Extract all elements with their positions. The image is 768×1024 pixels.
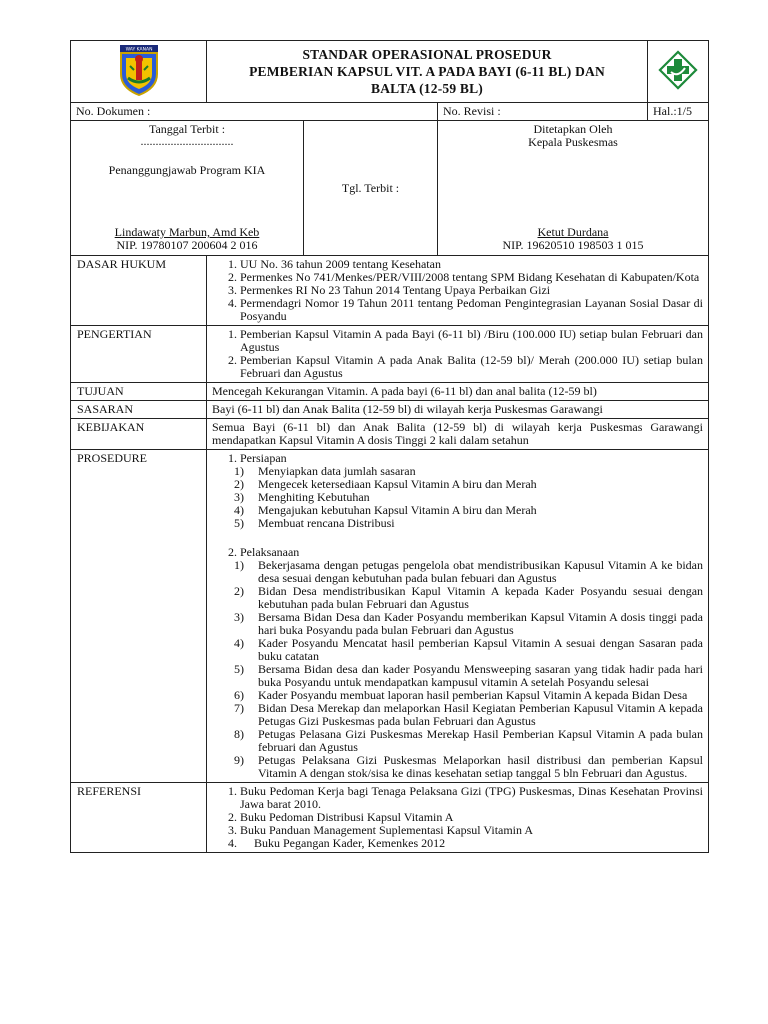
- kepala-nip: NIP. 19620510 198503 1 015: [502, 238, 644, 252]
- tgl-terbit-cell: [304, 121, 438, 256]
- pengertian-content: [207, 326, 709, 383]
- step-text: Menyiapkan data jumlah sasaran: [258, 464, 416, 478]
- step-text: Kader Posyandu membuat laporan hasil pemberian Kapsul Vitamin A kepada Bidan Desa: [258, 688, 688, 702]
- health-cross-icon: [658, 50, 698, 90]
- list-item: 1. Buku Pedoman Kerja bagi Tenaga Pelaksana Gizi (TPG) Puskesmas, Dinas Kesehatan Provinsi Jawa barat 2010.: [240, 785, 703, 811]
- meta-row: [71, 103, 709, 121]
- step-text: Mengajukan kebutuhan Kapsul Vitamin A biru dan Merah: [258, 503, 537, 517]
- svg-text:WAY KANAN: WAY KANAN: [125, 47, 152, 53]
- list-item: 3) Bersama Bidan Desa dan Kader Posyandu memberikan Kapsul Vitamin A dosis tinggi pada hari buka Posyandu pada bulan Februari dan Agustus: [234, 610, 704, 637]
- prosedure-content: [207, 450, 709, 783]
- list-item: 2) Mengecek ketersediaan Kapsul Vitamin A biru dan Merah: [234, 477, 537, 491]
- list-item: 9) Petugas Pelaksana Gizi Puskesmas Melaporkan hasil distribusi dan pemberian Kapsul Vitamin A dengan stok/sisa ke dinas kesehatan setiap tanggal 5 bln Februari dan Agustus.: [234, 753, 704, 780]
- sasaran-label: SASARAN: [71, 401, 207, 419]
- pj-title: Penanggungjawab Program KIA: [108, 163, 266, 177]
- kebijakan-row: [71, 419, 709, 450]
- referensi-label: REFERENSI: [71, 783, 207, 853]
- step-text: Bekerjasama dengan petugas pengelola obat mendistribusikan Kapusul Vitamin A ke bidan desa sesuai dengan kebutuhan pada bulan febuari dan Agustus: [258, 558, 704, 585]
- no-revisi: No. Revisi :: [438, 103, 648, 121]
- title-cell: [207, 41, 648, 103]
- step-text: Bidan Desa mendistribusikan Kapul Vitamin A kepada Kader Posyandu sesuai dengan kebutuhan pada bulan Februari dan Agustus: [258, 584, 704, 611]
- step-text: Petugas Pelasana Gizi Puskesmas Merekap Hasil Pemberian Kapsul Vitamin A pada bulan februari dan Agustus: [258, 727, 704, 754]
- step-text: Menghiting Kebutuhan: [258, 490, 370, 504]
- persiapan-list: [212, 465, 703, 530]
- kebijakan-label: KEBIJAKAN: [71, 419, 207, 450]
- list-item: 1. Pemberian Kapsul Vitamin A pada Bayi (6-11 bl) /Biru (100.000 IU) setiap bulan Februari dan Agustus: [240, 328, 703, 354]
- list-item: 5) Membuat rencana Distribusi: [234, 516, 395, 530]
- list-item: 7) Bidan Desa Merekap dan melaporkan Hasil Kegiatan Pemberian Kapusul Vitamin A kepada Petugas Gizi Puskesmas pada bulan Februari dan Agustus: [234, 701, 704, 728]
- prosedure-row: [71, 450, 709, 783]
- list-item: 5) Bersama Bidan desa dan kader Posyandu Mensweeping sasaran yang tidak hadir pada hari buka Posyandu untuk mendapatkan kampusul vitamin A setelah Posyandu selesai: [234, 662, 704, 689]
- kepala-cell: [438, 121, 709, 256]
- step-text: Membuat rencana Distribusi: [258, 516, 395, 530]
- list-item: 2. Permenkes No 741/Menkes/PER/VIII/2008 tentang SPM Bidang Kesehatan di Kabupaten/Kota: [240, 271, 703, 284]
- list-item: 2. Buku Pedoman Distribusi Kapsul Vitamin A: [240, 811, 703, 824]
- dasar-hukum-row: [71, 256, 709, 326]
- list-item: 3. Permenkes RI No 23 Tahun 2014 Tentang Upaya Perbaikan Gizi: [240, 284, 703, 297]
- kebijakan-text: Semua Bayi (6-11 bl) dan Anak Balita (12-59 bl) di wilayah kerja Puskesmas Garawangi mendapatkan Kapsul Vitamin A dosis Tinggi 2 kali dalam setahun: [207, 419, 709, 450]
- list-item: 1) Menyiapkan data jumlah sasaran: [234, 464, 416, 478]
- doc-subtitle-2: BALTA (12-59 BL): [371, 81, 483, 96]
- tujuan-label: TUJUAN: [71, 383, 207, 401]
- tujuan-text: Mencegah Kekurangan Vitamin. A pada bayi (6-11 bl) dan anal balita (12-59 bl): [207, 383, 709, 401]
- logo-left-cell: [71, 41, 207, 103]
- persiapan-title: Persiapan: [240, 451, 287, 465]
- step-text: Petugas Pelaksana Gizi Puskesmas Melaporkan hasil distribusi dan pemberian Kapsul Vitamin A dengan stok/sisa ke dinas kesehatan setiap tanggal 5 bln Februari dan Agustus.: [258, 753, 704, 780]
- header-row: [71, 41, 709, 103]
- ditetapkan-oleh: Ditetapkan Oleh: [533, 122, 613, 136]
- step-text: Bersama Bidan Desa dan Kader Posyandu memberikan Kapsul Vitamin A dosis tinggi pada hari buka Posyandu pada bulan Februari dan Agustus: [258, 610, 704, 637]
- list-item: 4) Mengajukan kebutuhan Kapsul Vitamin A biru dan Merah: [234, 503, 537, 517]
- no-dokumen: No. Dokumen :: [71, 103, 438, 121]
- list-item: 2) Bidan Desa mendistribusikan Kapul Vitamin A kepada Kader Posyandu sesuai dengan kebutuhan pada bulan Februari dan Agustus: [234, 584, 704, 611]
- sasaran-row: [71, 401, 709, 419]
- signature-row: [71, 121, 709, 256]
- list-item: 8) Petugas Pelasana Gizi Puskesmas Merekap Hasil Pemberian Kapsul Vitamin A pada bulan februari dan Agustus: [234, 727, 704, 754]
- pelaksanaan-list: [212, 559, 703, 780]
- pengertian-label: PENGERTIAN: [71, 326, 207, 383]
- pengertian-row: [71, 326, 709, 383]
- list-item: 3. Buku Panduan Management Suplementasi Kapsul Vitamin A: [240, 824, 703, 837]
- doc-subtitle-1: PEMBERIAN KAPSUL VIT. A PADA BAYI (6-11 BL) DAN: [249, 64, 605, 79]
- list-item: 4. Buku Pegangan Kader, Kemenkes 2012: [240, 837, 703, 850]
- step-text: Bidan Desa Merekap dan melaporkan Hasil Kegiatan Pemberian Kapusul Vitamin A kepada Petugas Gizi Puskesmas pada bulan Februari dan Agustus: [258, 701, 704, 728]
- tgl-terbit-label: Tgl. Terbit :: [341, 180, 400, 195]
- list-item: 6) Kader Posyandu membuat laporan hasil pemberian Kapsul Vitamin A kepada Bidan Desa: [234, 688, 688, 702]
- step-text: Mengecek ketersediaan Kapsul Vitamin A biru dan Merah: [258, 477, 537, 491]
- doc-title: STANDAR OPERASIONAL PROSEDUR: [302, 47, 552, 62]
- list-item: 3) Menghiting Kebutuhan: [234, 490, 370, 504]
- halaman: Hal.:1/5: [648, 103, 709, 121]
- sop-table: [70, 40, 709, 853]
- tujuan-row: [71, 383, 709, 401]
- kepala-name: Ketut Durdana: [537, 225, 609, 239]
- step-text: Kader Posyandu Mencatat hasil pemberian Kapsul Vitamin A sesuai dengan Sasaran pada buku catatan: [258, 636, 704, 663]
- dasar-hukum-label: DASAR HUKUM: [71, 256, 207, 326]
- pj-nip: NIP. 19780107 200604 2 016: [116, 238, 258, 252]
- list-item: 2. Pemberian Kapsul Vitamin A pada Anak Balita (12-59 bl)/ Merah (200.000 IU) setiap bulan Februari dan Agustus: [240, 354, 703, 380]
- list-item: 4) Kader Posyandu Mencatat hasil pemberian Kapsul Vitamin A sesuai dengan Sasaran pada buku catatan: [234, 636, 704, 663]
- prosedure-label: PROSEDURE: [71, 450, 207, 783]
- district-emblem-icon: [118, 44, 160, 96]
- list-item: 1. UU No. 36 tahun 2009 tentang Kesehatan: [240, 258, 703, 271]
- tanggal-terbit-label: Tanggal Terbit :: [148, 122, 226, 136]
- referensi-row: [71, 783, 709, 853]
- dasar-hukum-content: [207, 256, 709, 326]
- pj-cell: [71, 121, 304, 256]
- pelaksanaan-title: Pelaksanaan: [240, 545, 300, 559]
- referensi-content: [207, 783, 709, 853]
- list-item: 4. Permendagri Nomor 19 Tahun 2011 tentang Pedoman Pengintegrasian Layanan Sosial Dasar di Posyandu: [240, 297, 703, 323]
- kepala-title: Kepala Puskesmas: [528, 135, 618, 149]
- sasaran-text: Bayi (6-11 bl) dan Anak Balita (12-59 bl) di wilayah kerja Puskesmas Garawangi: [207, 401, 709, 419]
- pj-name: Lindawaty Marbun, Amd Keb: [114, 225, 260, 239]
- tanggal-terbit-dots: ...............................: [140, 134, 234, 148]
- logo-right-cell: [648, 41, 709, 103]
- list-item: 1) Bekerjasama dengan petugas pengelola obat mendistribusikan Kapusul Vitamin A ke bidan desa sesuai dengan kebutuhan pada bulan febuari dan Agustus: [234, 558, 704, 585]
- step-text: Bersama Bidan desa dan kader Posyandu Mensweeping sasaran yang tidak hadir pada hari buka Posyandu untuk mendapatkan kampusul vitamin A setelah Posyandu selesai: [258, 662, 704, 689]
